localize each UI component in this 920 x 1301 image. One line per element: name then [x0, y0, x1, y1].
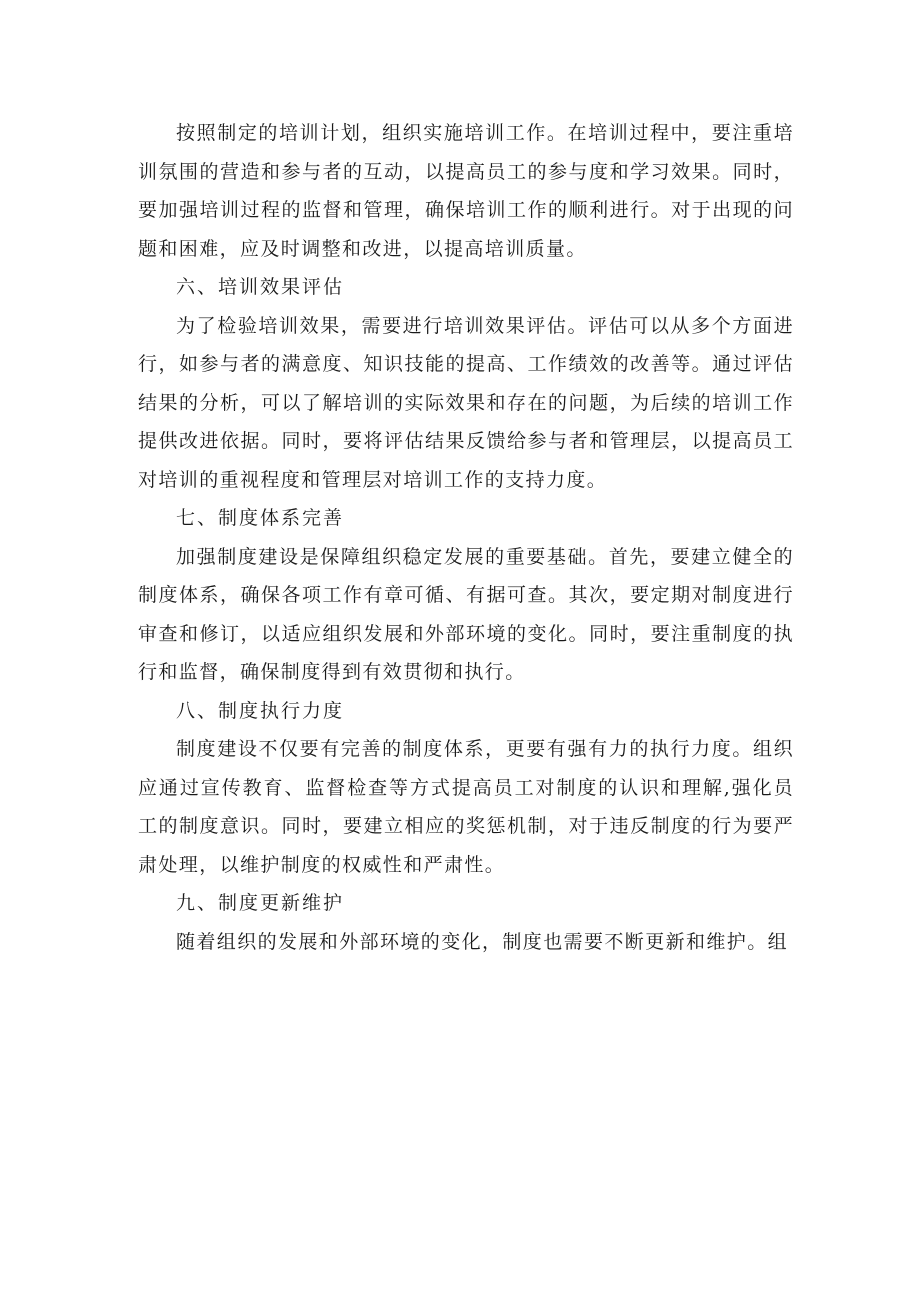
paragraph-training-implementation: 按照制定的培训计划，组织实施培训工作。在培训过程中，要注重培训氛围的营造和参与者的互动，以提高员工的参与度和学习效果。同时，要加强培训过程的监督和管理，确保培训工作的顺利进行。对于出现的问题和困难，应及时调整和改进，以提高培训质量。 [138, 122, 794, 260]
heading-system-improvement: 七、制度体系完善 [176, 507, 345, 529]
heading-training-evaluation: 六、培训效果评估 [176, 276, 345, 298]
paragraph-training-evaluation: 为了检验培训效果，需要进行培训效果评估。评估可以从多个方面进行，如参与者的满意度、知识技能的提高、工作绩效的改善等。通过评估结果的分析，可以了解培训的实际效果和存在的问题，为后续的培训工作提供改进依据。同时，要将评估结果反馈给参与者和管理层，以提高员工对培训的重视程度和管理层对培训工作的支持力度。 [138, 314, 794, 491]
heading-system-enforcement: 八、制度执行力度 [176, 699, 345, 722]
paragraph-system-update: 随着组织的发展和外部环境的变化，制度也需要不断更新和维护。组 [176, 930, 789, 953]
paragraph-system-enforcement: 制度建设不仅要有完善的制度体系，更要有强有力的执行力度。组织应通过宣传教育、监督检查等方式提高员工对制度的认识和理解,强化员工的制度意识。同时，要建立相应的奖惩机制，对于违反制度的行为要严肃处理，以维护制度的权威性和严肃性。 [138, 738, 794, 876]
document-body [138, 114, 794, 961]
heading-system-update: 九、制度更新维护 [176, 892, 345, 914]
paragraph-system-improvement: 加强制度建设是保障组织稳定发展的重要基础。首先，要建立健全的制度体系，确保各项工作有章可循、有据可查。其次，要定期对制度进行审查和修订，以适应组织发展和外部环境的变化。同时，要注重制度的执行和监督，确保制度得到有效贯彻和执行。 [138, 545, 794, 683]
